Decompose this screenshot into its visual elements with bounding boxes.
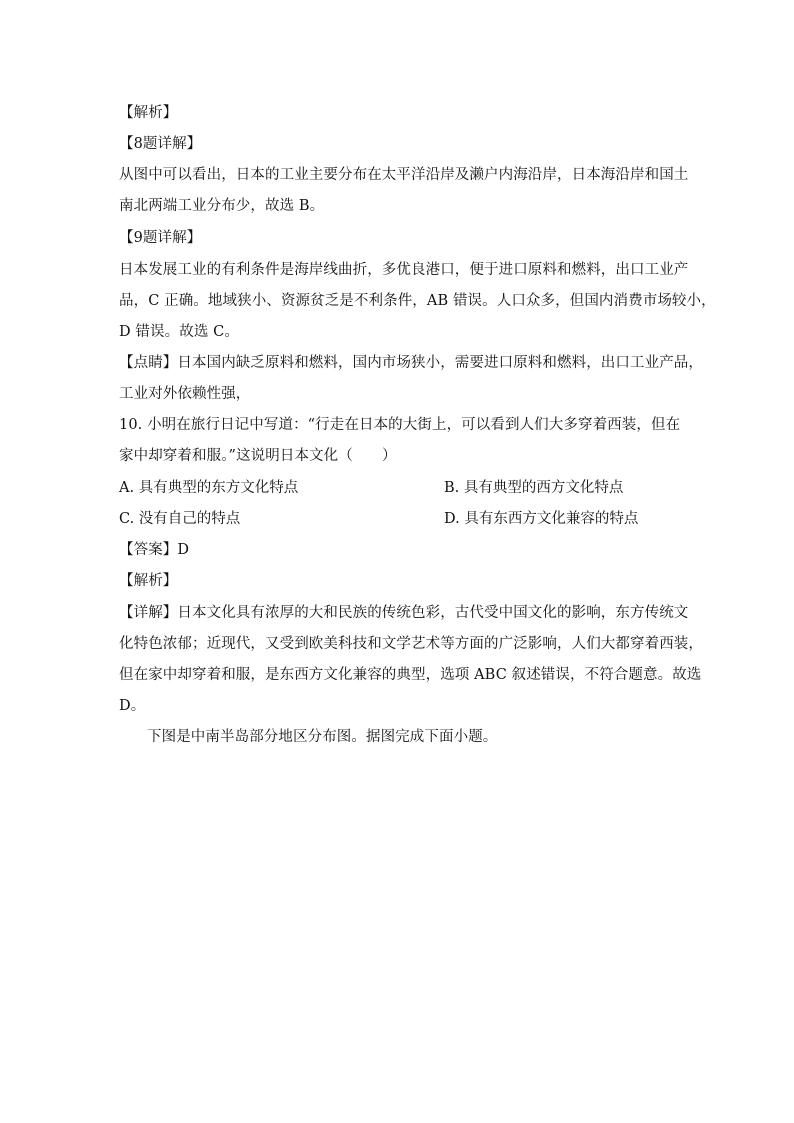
q9-text-line: D 错误。故选 C。 (119, 324, 239, 340)
q8-text-line: 南北两端工业分布少，故选 B。 (119, 198, 325, 214)
detail-line: 但在家中却穿着和服，是东西方文化兼容的典型，选项 ABC 叙述错误，不符合题意。故选 (119, 667, 702, 683)
q9-text-line: 日本发展工业的有利条件是海岸线曲折，多优良港口，便于进口原料和燃料，出口工业产 (119, 262, 689, 278)
tip-line: 工业对外依赖性强， (119, 386, 251, 402)
analysis-heading: 【解析】 (119, 105, 178, 121)
q8-heading: 【8题详解】 (119, 136, 202, 152)
q10-stem-line: 家中却穿着和服。”这说明日本文化（ ） (119, 448, 397, 464)
q10-stem-line: 10. 小明在旅行日记中写道：“行走在日本的大街上，可以看到人们大多穿着西装，但在 (119, 417, 681, 433)
q8-text-line: 从图中可以看出，日本的工业主要分布在太平洋沿岸及濑户内海沿岸，日本海沿岸和国土 (119, 167, 689, 183)
detail-line: D。 (119, 698, 146, 714)
detail-line: 【详解】日本文化具有浓厚的大和民族的传统色彩，古代受中国文化的影响，东方传统文 (119, 605, 689, 621)
answer-line: 【答案】D (119, 542, 190, 558)
option-a: A. 具有典型的东方文化特点 (119, 480, 299, 496)
option-b: B. 具有典型的西方文化特点 (444, 480, 624, 496)
analysis-heading: 【解析】 (119, 573, 178, 589)
next-question-intro: 下图是中南半岛部分地区分布图。据图完成下面小题。 (147, 729, 498, 745)
q9-text-line: 品，C 正确。地域狭小、资源贫乏是不利条件，AB 错误。人口众多，但国内消费市场较小， (119, 293, 716, 309)
tip-line: 【点睛】日本国内缺乏原料和燃料，国内市场狭小，需要进口原料和燃料，出口工业产品， (119, 355, 703, 371)
option-d: D. 具有东西方文化兼容的特点 (444, 511, 639, 527)
detail-line: 化特色浓郁；近现代，又受到欧美科技和文学艺术等方面的广泛影响，人们大都穿着西装， (119, 636, 703, 652)
option-c: C. 没有自己的特点 (119, 511, 241, 527)
q9-heading: 【9题详解】 (119, 230, 202, 246)
